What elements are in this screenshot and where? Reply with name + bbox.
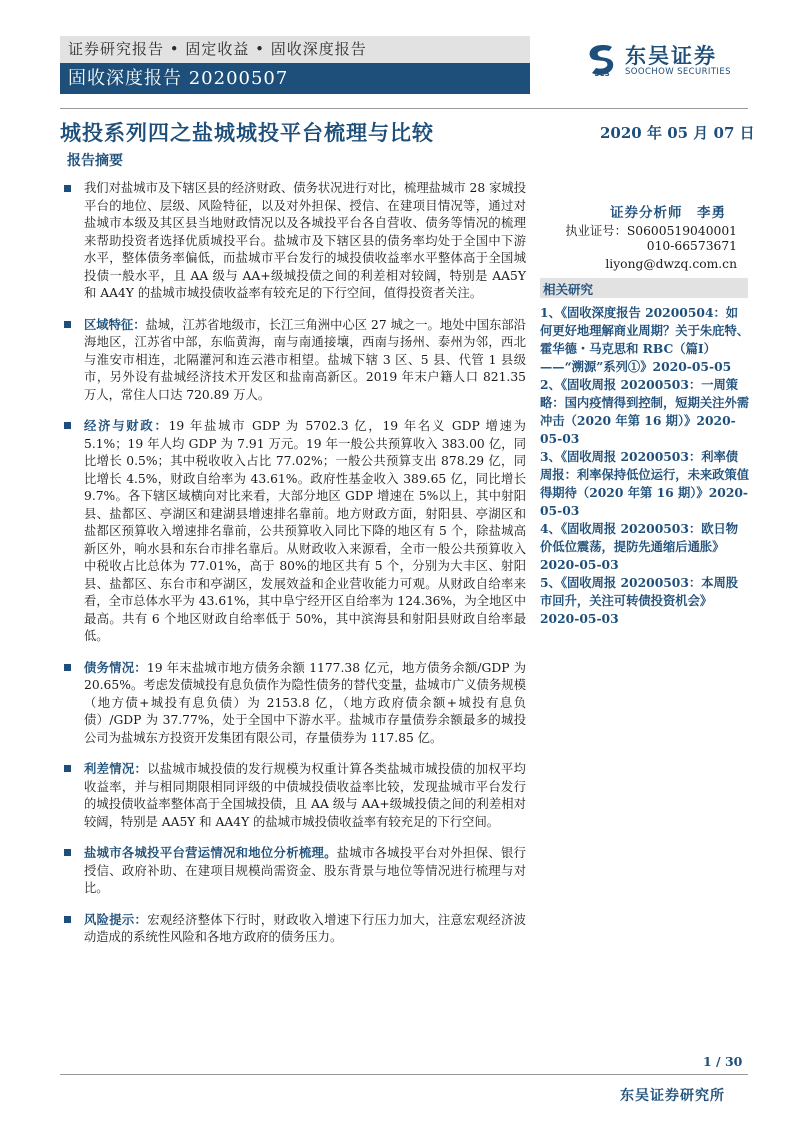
company-logo <box>583 40 753 86</box>
analyst-email[interactable]: liyong@dwzq.com.cn <box>605 257 737 271</box>
summary-paragraph <box>62 760 526 831</box>
paragraph-text: 盐城市各城投平台对外担保、银行授信、政府补助、在建项目规模尚需资金、股东背景与地位等情况进行梳理与对比。 <box>84 846 526 895</box>
page-title: 城投系列四之盐城城投平台梳理与比较 <box>60 120 434 145</box>
related-heading: 相关研究 <box>543 282 594 297</box>
analyst-license: 执业证号：S0600519040001 <box>565 224 737 238</box>
analyst-phone: 010-66573671 <box>646 239 737 253</box>
report-date: 2020 年 05 月 07 日 <box>600 124 755 142</box>
report-category: 证券研究报告 • 固定收益 • 固收深度报告 <box>60 36 530 63</box>
related-item[interactable]: 1、《固收深度报告 20200504：如何更好地理解商业周期？关于朱庇特、霍华德・马克思和 RBC（篇Ⅰ）——“溯源”系列①》2020-05-05 <box>540 305 750 374</box>
square-bullet-icon <box>64 422 71 429</box>
header-divider <box>60 108 748 109</box>
summary-paragraph <box>62 659 526 748</box>
square-bullet-icon <box>64 185 71 192</box>
summary-body <box>62 180 526 960</box>
paragraph-lead: 区域特征： <box>84 316 146 332</box>
paragraph-text: 19 年盐城市 GDP 为 5702.3 亿，19 年名义 GDP 增速为 5.1%；19 年人均 GDP 为 7.91 万元。19 年一般公共预算收入 383.00 亿，同比增长 0.5%；其中税收收入占比 77.02%；一般公共预算支出 878.29 亿，同比增长 4.5%，财政自给率为 43.61%。政府性基金收入 389.65 亿，同比增长 9.7%。各下辖区域横向对比来看，大部分地区 GDP 增速在 5%以上，其中射阳县、盐都区、亭湖区和建湖县增速排名靠前。地方财政方面，射阳县、亭湖区和盐都区预算收入增速排名靠前，公共预算收入同比下降的地区有 5 个，除盐城高新区外，响水县和东台市排名靠后。从财政收入来源看，全市一般公共预算收入中税收占比总体为 77.01%，高于 80%的地区共有 5 个，分别为大丰区、射阳县、盐都区、东台市和亭湖区，发展效益和企业营收能力可观。从财政自给率来看，全市总体水平为 43.61%，其中阜宁经开区自给率为 124.36%，为全地区中最高。共有 6 个地区财政自给率低于 50%，其中滨海县和射阳县财政自给率最低。 <box>84 419 526 643</box>
summary-paragraph <box>62 844 526 898</box>
paragraph-text: 宏观经济整体下行时，财政收入增速下行压力加大，注意宏观经济波动造成的系统性风险和各地方政府的债务压力。 <box>84 912 526 944</box>
analyst-title: 证券分析师 李勇 <box>610 205 726 221</box>
paragraph-lead: 债务情况： <box>84 659 147 675</box>
institute-name: 东吴证券研究所 <box>620 1088 725 1104</box>
summary-paragraph <box>62 911 526 947</box>
related-item[interactable]: 5、《固收周报 20200503：本周股市回升，关注可转债投资机会》2020-05-03 <box>540 575 739 626</box>
paragraph-text: 我们对盐城市及下辖区县的经济财政、债务状况进行对比，梳理盐城市 28 家城投平台的地位、层级、风险特征，以及对外担保、授信、在建项目情况等，通过对盐城市本级及其区县当地财政情况以及各城投平台各自营收、债务等情况的梳理来帮助投资者选择优质城投平台。盐城市及下辖区县的债务率均处于全国中下游水平，整体债务率偏低，而盐城市平台发行的城投债收益率水平整体高于全国城投债一般水平，且 AA 级与 AA+级城投债之间的利差相对较阔，特别是 AA5Y 和 AA4Y 的盐城市城投债收益率有较充足的下行空间，值得投资者关注。 <box>84 181 526 300</box>
logo-name-cn: 东吴证券 <box>625 44 717 68</box>
summary-heading: 报告摘要 <box>67 153 123 169</box>
report-id: 固收深度报告 20200507 <box>60 63 530 94</box>
paragraph-text: 盐城，江苏省地级市，长江三角洲中心区 27 城之一。地处中国东部沿海地区，江苏省中部，东临黄海，南与南通接壤，西南与扬州、泰州为邻，西北与淮安市相连，北隔灌河和连云港市相望。盐城下辖 3 区、5 县、代管 1 县级市，另外设有盐城经济技术开发区和盐南高新区。2019 年末户籍人口 821.35 万人，常住人口达 720.89 万人。 <box>84 317 526 402</box>
paragraph-lead: 经济与财政： <box>84 418 169 433</box>
related-item[interactable]: 4、《固收周报 20200503：欧日物价低位震荡，提防先通缩后通胀》2020-05-03 <box>540 521 739 572</box>
square-bullet-icon <box>64 321 71 328</box>
footer-divider <box>60 1074 748 1075</box>
page-number: 1 / 30 <box>703 1054 743 1069</box>
square-bullet-icon <box>64 849 71 856</box>
related-list <box>540 304 750 628</box>
paragraph-text: 以盐城市城投债的发行规模为权重计算各类盐城市城投债的加权平均收益率，并与相同期限相同评级的中债城投债收益率比较，发现盐城市平台发行的城投债收益率整体高于全国城投债，且 AA 级与 AA+级城投债之间的利差相对较阔，特别是 AA5Y 和 AA4Y 的盐城市城投债收益率有较充足的下行空间。 <box>84 762 526 829</box>
paragraph-text: 19 年末盐城市地方债务余额 1177.38 亿元，地方债务余额/GDP 为 20.65%。考虑发债城投有息负债作为隐性债务的替代变量，盐城市广义债务规模（地方债+城投有息负债）为 2153.8 亿，（地方政府债余额+城投有息负债）/GDP 为 37.77%，处于全国中下游水平。盐城市存量债券余额最多的城投公司为盐城东方投资开发集团有限公司，存量债券为 117.85 亿。 <box>84 660 526 745</box>
logo-mark-text: SCS <box>594 70 610 78</box>
summary-paragraph <box>62 316 526 405</box>
paragraph-lead: 利差情况： <box>84 761 148 776</box>
related-item[interactable]: 2、《固收周报 20200503：一周策略：国内疫情得到控制，短期关注外需冲击（2020 年第 16 期）》2020-05-03 <box>540 377 750 446</box>
logo-name-en: SOOCHOW SECURITIES <box>625 67 731 77</box>
paragraph-lead: 风险提示： <box>84 911 148 927</box>
square-bullet-icon <box>64 916 71 923</box>
summary-paragraph <box>62 180 526 303</box>
paragraph-lead: 盐城市各城投平台营运情况和地位分析梳理。 <box>84 845 337 860</box>
square-bullet-icon <box>64 765 71 772</box>
square-bullet-icon <box>64 664 71 671</box>
related-item[interactable]: 3、《固收周报 20200503：利率债周报：利率保持低位运行，未来政策值得期待（2020 年第 16 期）》2020-05-03 <box>540 449 750 518</box>
summary-paragraph <box>62 417 526 646</box>
